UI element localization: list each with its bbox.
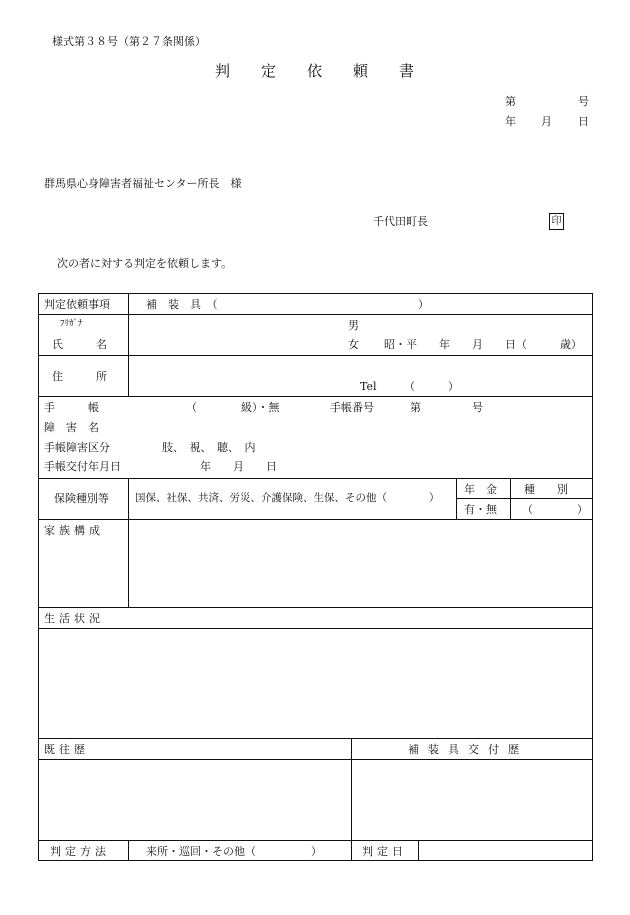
disability-name-label: 障 害 名	[44, 421, 99, 434]
judgment-date-label: 判定日	[362, 845, 407, 858]
sender: 千代田町長	[373, 215, 428, 228]
title-char: 判	[215, 62, 231, 80]
pension-yes-no: 有・無	[464, 503, 497, 516]
document-title	[215, 64, 445, 79]
sex-male: 男	[348, 319, 359, 332]
intro-text: 次の者に対する判定を依頼します。	[57, 257, 233, 270]
date-day: 日	[578, 115, 589, 128]
device-history-label: 補装具交付歴	[408, 743, 528, 756]
pension-label: 年 金	[464, 483, 497, 496]
techo-label: 手 帳	[44, 401, 99, 414]
birth-date: 昭・平 年 月 日（ 歳）	[384, 338, 582, 351]
date-year: 年	[505, 115, 516, 128]
date-month: 月	[541, 115, 552, 128]
living-label: 生活状況	[44, 612, 104, 625]
pension-type-label: 種 別	[524, 483, 568, 496]
name-label: 氏 名	[52, 338, 107, 351]
techo-category-values: 肢、 視、 聴、 内	[162, 441, 256, 454]
techo-category-label: 手帳障害区分	[44, 441, 110, 454]
furigana-label: ﾌﾘｶﾞﾅ	[60, 319, 83, 329]
techo-number-label: 手帳番号	[330, 401, 374, 414]
title-char: 頼	[353, 62, 369, 80]
address-label: 住 所	[52, 370, 107, 383]
insurance-values: 国保、社保、共済、労災、介護保険、生保、その他（ ）	[135, 492, 440, 504]
seal-box: 印	[549, 213, 564, 230]
techo-grade: （ 級）・無	[186, 401, 280, 414]
addressee: 群馬県心身障害者福祉センター所長 様	[44, 177, 242, 190]
number-go: 号	[578, 95, 589, 108]
request-table	[38, 293, 593, 861]
techo-issue-label: 手帳交付年月日	[44, 460, 121, 473]
method-label: 判定方法	[50, 845, 110, 858]
insurance-label: 保険種別等	[54, 492, 109, 505]
title-char: 依	[307, 62, 323, 80]
techo-issue-values: 年 月 日	[200, 460, 277, 473]
pension-type-value: （ ）	[522, 503, 588, 516]
method-values: 来所・巡回・その他（ ）	[146, 845, 322, 858]
form-number: 様式第３８号（第２７条関係）	[52, 35, 206, 48]
title-char: 定	[261, 62, 277, 80]
history-label: 既往歴	[44, 743, 89, 756]
tel-field: Tel （ ）	[360, 380, 460, 393]
techo-number-go: 号	[472, 401, 483, 414]
sex-female: 女	[348, 338, 359, 351]
techo-number-dai: 第	[410, 401, 421, 414]
title-char: 書	[399, 62, 415, 80]
number-dai: 第	[505, 95, 516, 108]
request-item-value: 補 装 具 （	[146, 298, 218, 311]
request-item-label: 判定依頼事項	[44, 298, 110, 311]
request-item-close: ）	[418, 298, 429, 311]
family-label: 家族構成	[44, 524, 104, 537]
